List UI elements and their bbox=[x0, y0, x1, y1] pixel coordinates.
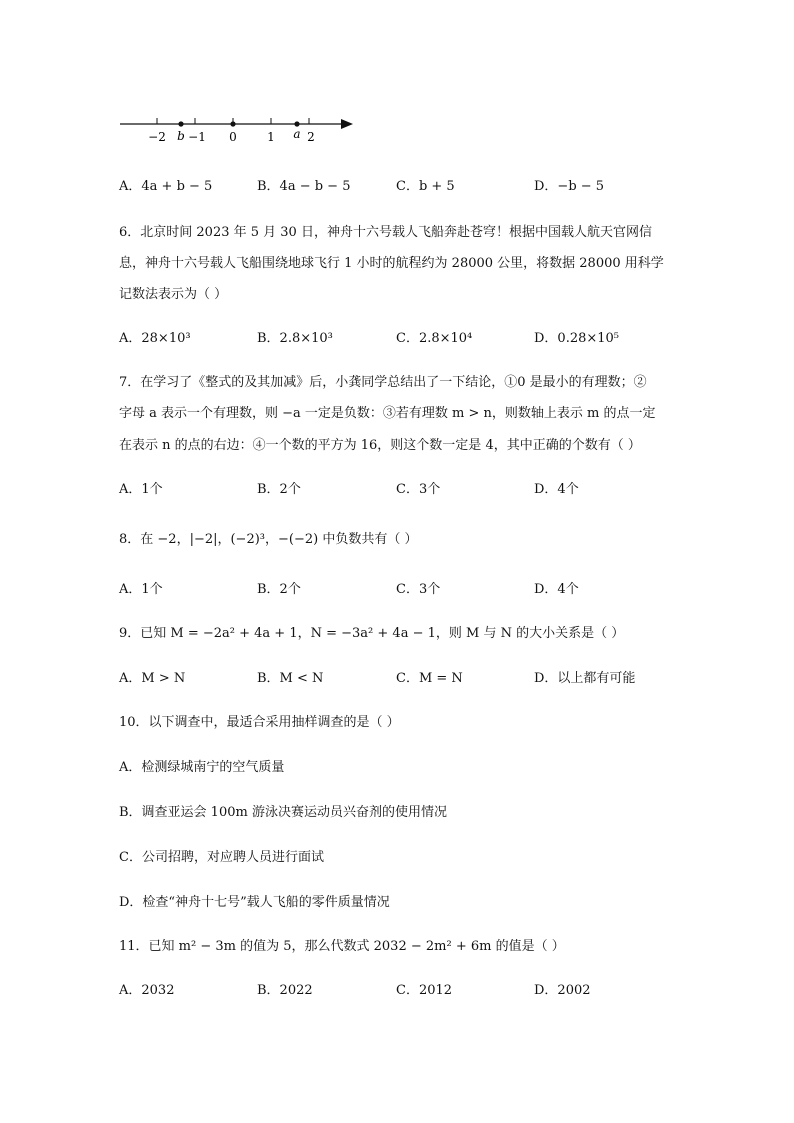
point-a bbox=[294, 121, 299, 126]
q8-option-a[interactable]: A．1个 bbox=[119, 582, 163, 597]
q6-stem-line-3: 记数法表示为（ ） bbox=[119, 287, 228, 302]
q5-options bbox=[119, 177, 719, 197]
q7-option-a[interactable]: A．1个 bbox=[119, 482, 163, 497]
number-line-figure bbox=[115, 110, 365, 150]
q6-option-a[interactable]: A．28×10³ bbox=[119, 331, 191, 346]
q9-stem: 9．已知 M = −2a² + 4a + 1，N = −3a² + 4a − 1，则 M 与 N 的大小关系是（ ） bbox=[119, 626, 625, 641]
q6-option-b[interactable]: B．2.8×10³ bbox=[257, 331, 333, 346]
q8-option-b[interactable]: B．2个 bbox=[257, 582, 301, 597]
number-line-arrow bbox=[341, 119, 353, 129]
q10-option-d[interactable]: D．检查“神舟十七号”载人飞船的零件质量情况 bbox=[119, 895, 390, 910]
q6-stem-line-1: 6．北京时间 2023 年 5 月 30 日，神舟十六号载人飞船奔赴苍穹！根据中国载人航天官网信 bbox=[119, 225, 652, 240]
tick-label-2: 2 bbox=[307, 130, 315, 144]
q10-option-b[interactable]: B．调查亚运会 100m 游泳决赛运动员兴奋剂的使用情况 bbox=[119, 805, 447, 820]
q7-stem-line-1: 7．在学习了《整式的及其加减》后，小龚同学总结出了一下结论，①0 是最小的有理数；② bbox=[119, 375, 647, 390]
q5-option-c[interactable]: C．b + 5 bbox=[396, 179, 455, 194]
q6-stem-line-2: 息，神舟十六号载人飞船围绕地球飞行 1 小时的航程约为 28000 公里，将数据 28000 用科学 bbox=[119, 256, 664, 271]
tick-label-0: 0 bbox=[229, 130, 237, 144]
point-label-a: a bbox=[293, 127, 301, 141]
q5-option-b[interactable]: B．4a − b − 5 bbox=[257, 179, 351, 194]
q8-stem: 8．在 −2，|−2|，(−2)³，−(−2) 中负数共有（ ） bbox=[119, 532, 418, 547]
q5-option-a[interactable]: A．4a + b − 5 bbox=[119, 179, 213, 194]
q8-option-c[interactable]: C．3个 bbox=[396, 582, 441, 597]
q11-stem: 11．已知 m² − 3m 的值为 5，那么代数式 2032 − 2m² + 6m 的值是（ ） bbox=[119, 939, 565, 954]
point-label-b: b bbox=[177, 129, 185, 143]
q11-option-b[interactable]: B．2022 bbox=[257, 983, 313, 998]
tick-label-minus-2: −2 bbox=[148, 130, 166, 144]
q5-option-d[interactable]: D．−b − 5 bbox=[534, 179, 605, 194]
q11-option-d[interactable]: D．2002 bbox=[534, 983, 591, 998]
q7-stem-line-2: 字母 a 表示一个有理数，则 −a 一定是负数：③若有理数 m > n，则数轴上表示 m 的点一定 bbox=[119, 406, 656, 421]
q8-options bbox=[119, 580, 719, 600]
q8-option-d[interactable]: D．4个 bbox=[534, 582, 579, 597]
point-b bbox=[178, 121, 183, 126]
q6-option-c[interactable]: C．2.8×10⁴ bbox=[396, 331, 473, 346]
q7-options bbox=[119, 480, 719, 500]
q6-options bbox=[119, 329, 719, 349]
q9-option-d[interactable]: D．以上都有可能 bbox=[534, 671, 636, 686]
q10-option-a[interactable]: A．检测绿城南宁的空气质量 bbox=[119, 760, 285, 775]
q6-option-d[interactable]: D．0.28×10⁵ bbox=[534, 331, 620, 346]
q7-option-c[interactable]: C．3个 bbox=[396, 482, 441, 497]
q10-stem: 10．以下调查中，最适合采用抽样调查的是（ ） bbox=[119, 715, 400, 730]
q9-options bbox=[119, 669, 719, 689]
point-0 bbox=[230, 121, 235, 126]
tick-label-minus-1: −1 bbox=[188, 130, 206, 144]
q7-option-d[interactable]: D．4个 bbox=[534, 482, 579, 497]
q10-option-c[interactable]: C．公司招聘，对应聘人员进行面试 bbox=[119, 850, 324, 865]
q7-option-b[interactable]: B．2个 bbox=[257, 482, 301, 497]
q9-option-a[interactable]: A．M > N bbox=[119, 671, 186, 686]
q9-option-c[interactable]: C．M = N bbox=[396, 671, 463, 686]
tick-label-1: 1 bbox=[267, 130, 275, 144]
q11-option-a[interactable]: A．2032 bbox=[119, 983, 175, 998]
q7-stem-line-3: 在表示 n 的点的右边：④一个数的平方为 16，则这个数一定是 4，其中正确的个数有（ ） bbox=[119, 438, 641, 453]
q11-options bbox=[119, 981, 719, 1001]
q11-option-c[interactable]: C．2012 bbox=[396, 983, 453, 998]
q9-option-b[interactable]: B．M < N bbox=[257, 671, 324, 686]
